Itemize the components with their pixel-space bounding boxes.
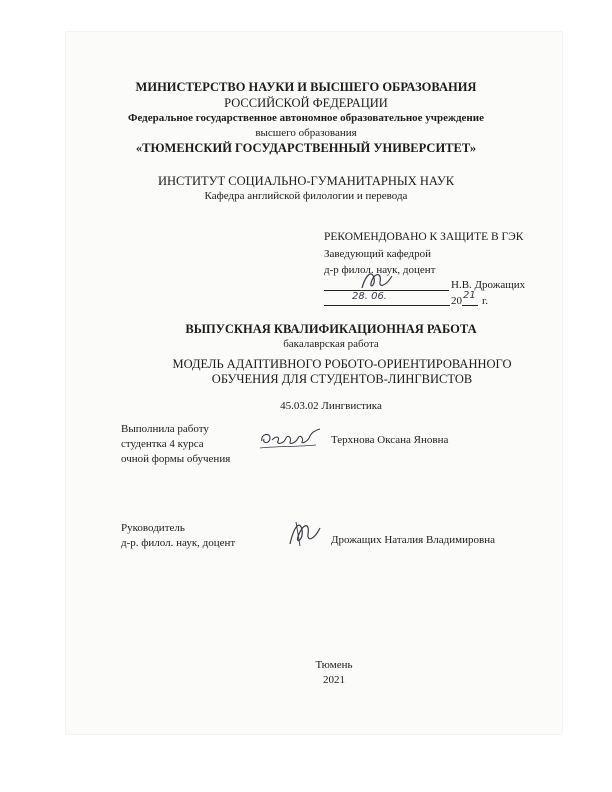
supervisor-label-line-2: д-р. филол. наук, доцент [121,537,236,549]
approval-year-prefix: 20 [451,295,462,307]
work-title-line-1: МОДЕЛЬ АДАПТИВНОГО РОБОТО-ОРИЕНТИРОВАННОГО [172,357,512,371]
student-label-line-3: очной формы обучения [121,453,231,465]
approval-date: 28. 06. [352,291,387,302]
work-title-line-2: ОБУЧЕНИЯ ДЛЯ СТУДЕНТОВ-ЛИНГВИСТОВ [211,372,473,386]
federal-line-2: высшего образования [255,127,357,139]
approval-date-line [324,305,450,306]
supervisor-name: Дрожащих Наталия Владимировна [331,534,495,546]
approval-recommended: РЕКОМЕНДОВАНО К ЗАЩИТЕ В ГЭК [324,231,524,243]
footer-city: Тюмень [315,659,353,671]
work-level: бакалаврская работа [283,338,379,350]
student-label-line-2: студентка 4 курса [121,438,204,450]
approval-year-suffix: г. [482,295,489,307]
student-label-line-1: Выполнила работу [121,423,209,435]
footer-year: 2021 [323,674,345,686]
supervisor-label-line-1: Руководитель [121,522,185,534]
approval-head-degree: д-р филол. наук, доцент [324,264,436,276]
supervisor-signature [284,516,324,552]
approval-year-line [462,305,478,306]
approval-year: 21 [463,290,476,301]
university-name: «ТЮМЕНСКИЙ ГОСУДАРСТВЕННЫЙ УНИВЕРСИТЕТ» [135,141,477,155]
student-name: Терхнова Оксана Яновна [331,434,449,446]
work-specialty: 45.03.02 Лингвистика [280,400,382,412]
work-type: ВЫПУСКНАЯ КВАЛИФИКАЦИОННАЯ РАБОТА [185,322,477,336]
institute-name: ИНСТИТУТ СОЦИАЛЬНО-ГУМАНИТАРНЫХ НАУК [157,174,455,188]
department-name: Кафедра английской филологии и перевода [204,190,408,202]
student-signature [256,426,324,456]
approval-head-title: Заведующий кафедрой [324,248,431,260]
ministry-line-1: МИНИСТЕРСТВО НАУКИ И ВЫСШЕГО ОБРАЗОВАНИЯ [135,80,477,94]
federal-line-1: Федеральное государственное автономное образовательное учреждение [128,112,484,124]
approval-head-name: Н.В. Дрожащих [451,279,526,291]
ministry-line-2: РОССИЙСКОЙ ФЕДЕРАЦИИ [224,96,388,110]
